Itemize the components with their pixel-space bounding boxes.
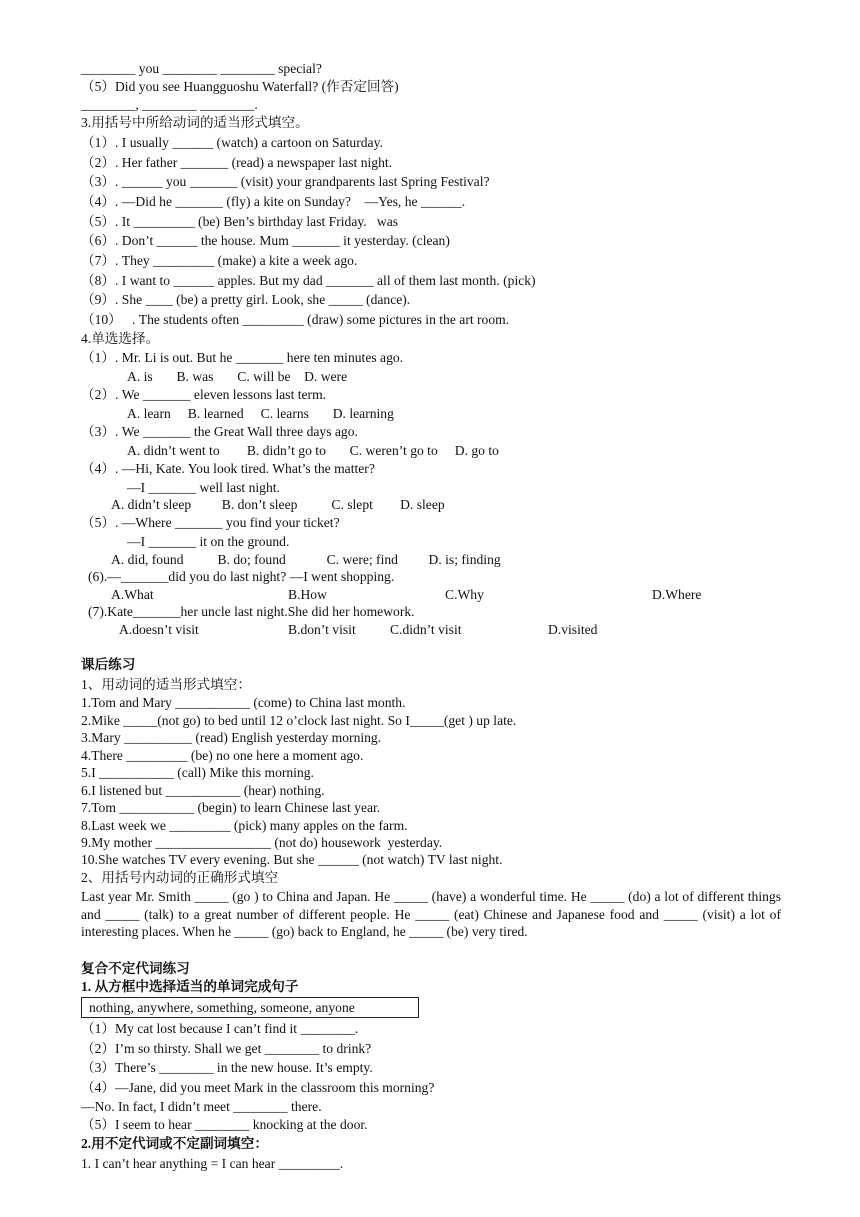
mc-question: (6).—_______did you do last night? —I went shopping. [88,569,395,584]
mc-question: （3）. We _______ the Great Wall three days ago. [81,424,358,439]
section-heading: 3.用括号中所给动词的适当形式填空。 [81,115,309,130]
mc-question: （4）. —Hi, Kate. You look tired. What’s the matter? [81,461,375,476]
exercise-item: （3）There’s ________ in the new house. It’s empty. [81,1060,373,1075]
mc-option-d: D.visited [548,622,598,637]
exercise-item: 2.Mike _____(not go) to bed until 12 o’clock last night. So I_____(get ) up late. [81,713,517,728]
answer-line: ________, ________ ________. [81,97,258,112]
exercise-item: （2）. Her father _______ (read) a newspaper last night. [81,155,393,170]
subsection-heading: 2.用不定代词或不定副词填空： [81,1136,268,1151]
subsection-heading: 2、用括号内动词的正确形式填空 [81,870,279,885]
exercise-item: 9.My mother _________________ (not do) housework yesterday. [81,835,443,850]
question-line: ________ you ________ ________ special? [81,61,322,76]
exercise-item: （5）I seem to hear ________ knocking at the door. [81,1117,368,1132]
mc-options: A. did, found B. do; found C. were; find D. is; finding [111,552,501,567]
mc-options: A. didn’t went to B. didn’t go to C. weren’t go to D. go to [127,443,499,458]
exercise-item: 4.There _________ (be) no one here a moment ago. [81,748,364,763]
mc-option-a: A.doesn’t visit [119,622,199,637]
mc-option-c: C.Why [445,587,484,602]
mc-dialogue: —I _______ well last night. [127,480,280,495]
exercise-item: 5.I ___________ (call) Mike this morning. [81,765,314,780]
passage-paragraph: Last year Mr. Smith _____ (go ) to China and Japan. He _____ (have) a wonderful time. He _____ (do) a lot of different things and _____ (talk) to a great number of different people. He _____ (eat) Chinese and Japanese food and _____ (visit) a lot of interesting places. When he _____ (go) back to England, he _____ (be) very tired. [81,889,781,939]
word-box [81,997,419,1018]
subsection-heading: 1、用动词的适当形式填空： [81,677,251,692]
exercise-item: 1. I can’t hear anything = I can hear _________. [81,1156,344,1171]
exercise-item: （8）. I want to ______ apples. But my dad _______ all of them last month. (pick) [81,273,536,288]
section-title: 复合不定代词练习 [81,961,190,976]
exercise-item: （4）—Jane, did you meet Mark in the classroom this morning? [81,1080,435,1095]
mc-option-b: B.How [288,587,327,602]
mc-dialogue: —I _______ it on the ground. [127,534,290,549]
exercise-item: （10） . The students often _________ (draw) some pictures in the art room. [81,312,510,327]
exercise-item: （3）. ______ you _______ (visit) your grandparents last Spring Festival? [81,174,490,189]
exercise-item: 6.I listened but ___________ (hear) nothing. [81,783,325,798]
mc-question: (7).Kate_______her uncle last night.She did her homework. [88,604,415,619]
subsection-heading: 1. 从方框中选择适当的单词完成句子 [81,979,299,994]
mc-option-b: B.don’t visit [288,622,356,637]
exercise-item: （1）. I usually ______ (watch) a cartoon on Saturday. [81,135,383,150]
mc-option-c: C.didn’t visit [390,622,462,637]
mc-option-d: D.Where [652,587,702,602]
exercise-item: （1）My cat lost because I can’t find it ________. [81,1021,359,1036]
section-heading: 4.单选选择。 [81,331,160,346]
exercise-item: （7）. They _________ (make) a kite a week ago. [81,253,358,268]
exercise-item: 1.Tom and Mary ___________ (come) to China last month. [81,695,406,710]
section-title: 课后练习 [81,657,136,672]
question-line: （5）Did you see Huangguoshu Waterfall? (作否定回答) [81,79,399,94]
mc-question: （5）. —Where _______ you find your ticket? [81,515,340,530]
mc-option-a: A.What [111,587,154,602]
exercise-item: （6）. Don’t ______ the house. Mum _______ it yesterday. (clean) [81,233,450,248]
exercise-item: （4）. —Did he _______ (fly) a kite on Sunday? —Yes, he ______. [81,194,466,209]
exercise-dialogue: —No. In fact, I didn’t meet ________ there. [81,1099,322,1114]
exercise-item: （5）. It _________ (be) Ben’s birthday last Friday. was [81,214,399,229]
mc-options: A. learn B. learned C. learns D. learning [127,406,394,421]
mc-question: （1）. Mr. Li is out. But he _______ here ten minutes ago. [81,350,404,365]
mc-options: A. didn’t sleep B. don’t sleep C. slept D. sleep [111,497,445,512]
mc-options: A. is B. was C. will be D. were [127,369,348,384]
word-box-text: nothing, anywhere, something, someone, anyone [89,1000,355,1015]
exercise-item: 10.She watches TV every evening. But she ______ (not watch) TV last night. [81,852,503,867]
exercise-item: 7.Tom ___________ (begin) to learn Chinese last year. [81,800,381,815]
exercise-item: （9）. She ____ (be) a pretty girl. Look, she _____ (dance). [81,292,411,307]
exercise-item: 8.Last week we _________ (pick) many apples on the farm. [81,818,408,833]
mc-question: （2）. We _______ eleven lessons last term. [81,387,327,402]
exercise-item: （2）I’m so thirsty. Shall we get ________ to drink? [81,1041,372,1056]
exercise-item: 3.Mary __________ (read) English yesterday morning. [81,730,382,745]
